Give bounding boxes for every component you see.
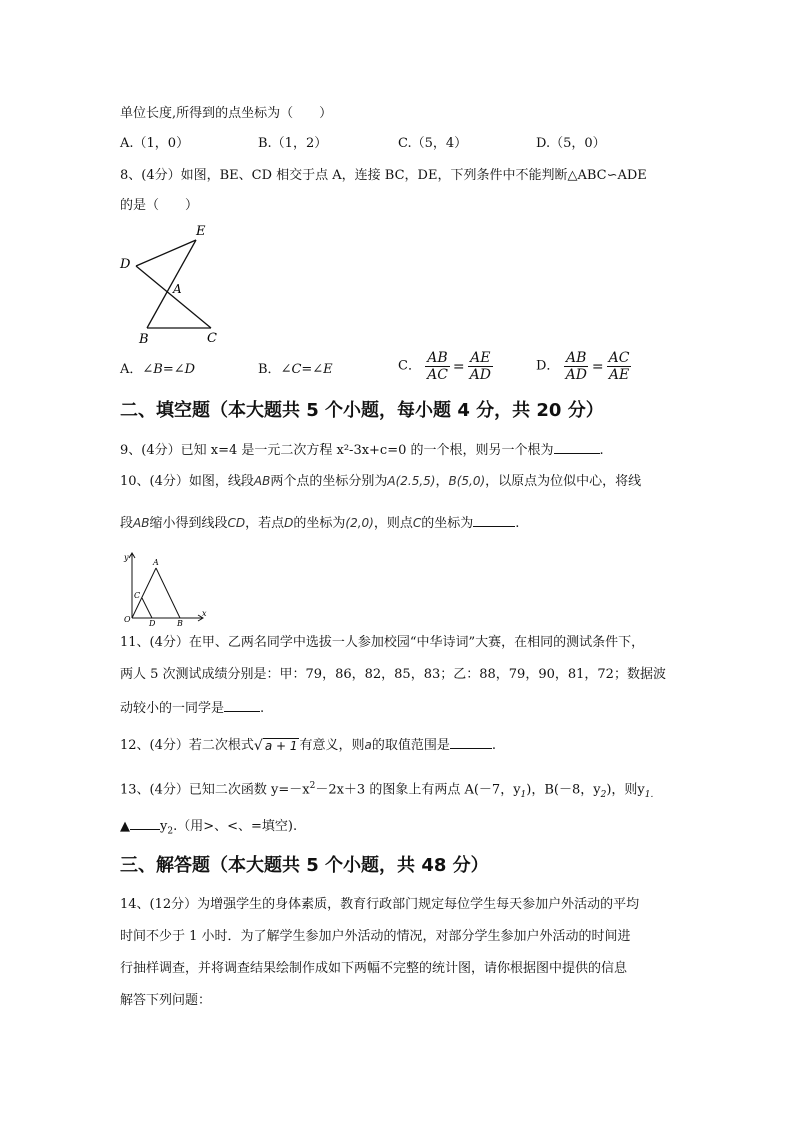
q8-option-a-prefix: A． (120, 362, 143, 377)
q8-option-d-prefix: D． (536, 358, 560, 374)
section-2-title: 二、填空题（本大题共 5 个小题，每小题 4 分，共 20 分） (120, 400, 604, 421)
q14-line-2: 时间不少于 1 小时．为了解学生参加户外活动的情况，对部分学生参加户外活动的时间进 (120, 929, 631, 944)
q10-label-a: A (153, 558, 159, 567)
q10-label-x: x (202, 609, 207, 618)
q10-line-1: 10、(4分）如图，线段AB两个点的坐标分别为A(2.5,5)，B(5,0)，以原点为位似中心，将线 (120, 474, 642, 489)
q7-option-c: C.（5，4） (398, 136, 468, 151)
q14-line-3: 行抽样调查，并将调查结果绘制作成如下两幅不完整的统计图，请你根据图中提供的信息 (120, 961, 628, 976)
q7-tail: 单位长度,所得到的点坐标为（ ） (120, 106, 333, 121)
q11-line-2: 两人 5 次测试成绩分别是：甲：79，86，82，85，83；乙：88，79，90，81，72；数据波 (120, 667, 666, 682)
q12-text: 12、(4分）若二次根式√ a + 1 有意义，则a的取值范围是 . (120, 734, 496, 756)
q8-option-d: D． $\frac{AB}{AD}$ = $\frac{AC}{AE}$ (536, 350, 630, 383)
q8-option-a (120, 360, 195, 380)
q8-option-b (258, 360, 333, 380)
q10-label-c: C (134, 591, 141, 600)
q10-answer-blank (473, 512, 515, 527)
q10-coordinate-figure (114, 548, 214, 628)
q8-option-c-fraction-2: $\frac{AE}{AD}$ (469, 350, 491, 383)
q10-label-o: O (124, 615, 131, 624)
q8-option-c-prefix: C． (398, 358, 421, 374)
q10-label-d: D (149, 619, 156, 628)
q8-stem: 8、(4分）如图，BE、CD 相交于点 A，连接 BC，DE，下列条件中不能判断△ABC∽ADE (120, 168, 647, 183)
q7-option-b: B.（1，2） (258, 136, 328, 151)
q13-line-1: 13、(4分）已知二次函数 $y=-x^2-2x+3$ 的图象上有两点 A(－7，$y_1$)，B(－8，$y_2$)，则$y_{1.}$ (120, 781, 654, 800)
q9-answer-blank (554, 439, 600, 454)
q8-label-a: A (173, 282, 182, 296)
answer-triangle-marker: ▲ (120, 819, 130, 834)
q9-text: 9、(4分）已知 x=4 是一元二次方程 x²-3x+c=0 的一个根，则另一个根为 . (120, 439, 604, 461)
q10-label-b: B (177, 619, 183, 628)
q8-stem-end: 的是（ ） (120, 198, 199, 213)
q10-label-y: y (124, 553, 129, 562)
q11-line-3: 动较小的一同学是 . (120, 697, 264, 719)
q13-line-2: ▲ $y_2$.（用>、<、=填空). (120, 815, 297, 842)
q8-option-d-fraction-2: $\frac{AC}{AE}$ (608, 350, 630, 383)
q12-answer-blank (450, 734, 492, 749)
q13-answer-blank (130, 815, 160, 830)
q8-label-c: C (207, 331, 217, 346)
q11-answer-blank (224, 697, 260, 712)
q10-line-2: 段AB缩小得到线段CD，若点D的坐标为(2,0)，则点C的坐标为 . (120, 512, 519, 534)
q8-option-d-fraction-1: $\frac{AB}{AD}$ (565, 350, 587, 383)
section-3-title: 三、解答题（本大题共 5 个小题，共 48 分） (120, 855, 489, 876)
q8-option-b-text: ∠C=∠E (280, 362, 333, 377)
q12-radical: √ a + 1 (253, 737, 298, 754)
q8-triangle-figure (115, 218, 225, 348)
q14-line-4: 解答下列问题： (120, 993, 212, 1008)
q8-label-d: D (120, 257, 131, 272)
q14-line-1: 14、(12分）为增强学生的身体素质，教育行政部门规定每位学生每天参加户外活动的平均 (120, 897, 640, 912)
q8-option-c: C． $\frac{AB}{AC}$ = $\frac{AE}{AD}$ (398, 350, 491, 383)
q8-label-b: B (139, 332, 149, 347)
q7-option-a: A.（1，0） (120, 136, 190, 151)
q8-label-e: E (196, 224, 206, 239)
q7-option-d: D.（5，0） (536, 136, 606, 151)
q8-option-c-fraction-1: $\frac{AB}{AC}$ (427, 350, 448, 383)
q11-line-1: 11、(4分）在甲、乙两名同学中选拔一人参加校园“中华诗词”大赛，在相同的测试条件下， (120, 635, 645, 650)
q8-option-a-text: ∠B=∠D (142, 362, 196, 377)
q8-option-b-prefix: B． (258, 362, 281, 377)
